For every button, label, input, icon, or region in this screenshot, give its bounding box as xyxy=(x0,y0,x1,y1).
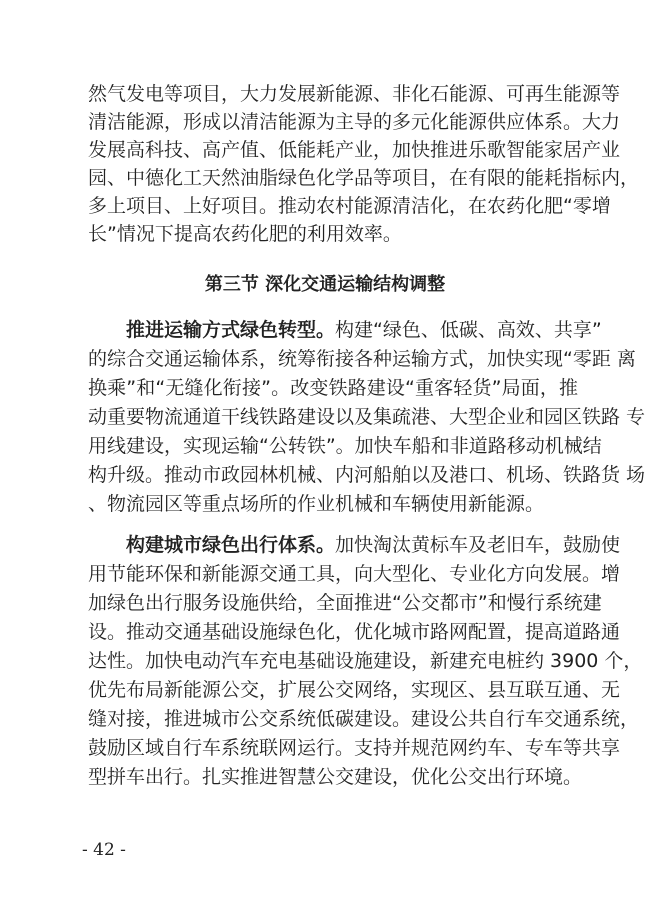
paragraph-lead: 推进运输方式绿色转型。 xyxy=(126,319,336,341)
paragraph-transport-mode xyxy=(88,316,646,519)
text-line: 加绿色出行服务设施供给，全面推进“公交都市”和慢行系统建 xyxy=(88,592,602,614)
section-title: 第三节 深化交通运输结构调整 xyxy=(204,274,446,295)
text-line: 用线建设，实现运输“公转铁”。加快车船和非道路移动机械结 xyxy=(88,435,602,457)
text-line: 发展高科技、高产值、低能耗产业，加快推进乐歌智能家居产业 xyxy=(88,139,621,161)
text-line: 园、中德化工天然油脂绿色化学品等项目，在有限的能耗指标内， xyxy=(88,167,640,189)
paragraph-green-travel xyxy=(88,531,643,792)
text-line xyxy=(88,316,602,345)
text-line: 动重要物流通道干线铁路建设以及集疏港、大型企业和园区铁路 专 xyxy=(88,406,646,428)
text-line: 清洁能源，形成以清洁能源为主导的多元化能源供应体系。大力 xyxy=(88,111,621,133)
text-line: 达性。加快电动汽车充电基础设施建设，新建充电桩约 3900 个， xyxy=(88,650,643,672)
text-line xyxy=(88,531,621,560)
text-line: 多上项目、上好项目。推动农村能源清洁化，在农药化肥“零增 xyxy=(88,195,611,217)
text-line: 然气发电等项目，大力发展新能源、非化石能源、可再生能源等 xyxy=(88,83,621,105)
text-line: 型拼车出行。扎实推进智慧公交建设，优化公交出行环境。 xyxy=(88,766,583,788)
page-number: - 42 - xyxy=(82,840,126,860)
text-line: 、物流园区等重点场所的作业机械和车辆使用新能源。 xyxy=(88,493,545,515)
text-line: 设。推动交通基础设施绿色化，优化城市路网配置，提高道路通 xyxy=(88,621,621,643)
text-line: 用节能环保和新能源交通工具，向大型化、专业化方向发展。增 xyxy=(88,563,621,585)
text-line: 优先布局新能源公交，扩展公交网络，实现区、县互联互通、无 xyxy=(88,679,621,701)
text-line: 构升级。推动市政园林机械、内河船舶以及港口、机场、铁路货 场 xyxy=(88,464,646,486)
text-line: 缝对接，推进城市公交系统低碳建设。建设公共自行车交通系统， xyxy=(88,708,640,730)
paragraph-energy xyxy=(88,80,640,248)
text-line: 换乘”和“无缝化衔接”。改变铁路建设“重客轻货”局面，推 xyxy=(88,377,578,399)
text-span: 构建“绿色、低碳、高效、共享” xyxy=(335,319,602,341)
text-line: 长”情况下提高农药化肥的利用效率。 xyxy=(88,223,402,245)
text-line: 的综合交通运输体系，统筹衔接各种运输方式，加快实现“零距 离 xyxy=(88,348,636,370)
paragraph-lead: 构建城市绿色出行体系。 xyxy=(126,534,336,556)
text-span: 加快淘汰黄标车及老旧车，鼓励使 xyxy=(335,534,621,556)
text-line: 鼓励区域自行车系统联网运行。支持并规范网约车、专车等共享 xyxy=(88,737,621,759)
